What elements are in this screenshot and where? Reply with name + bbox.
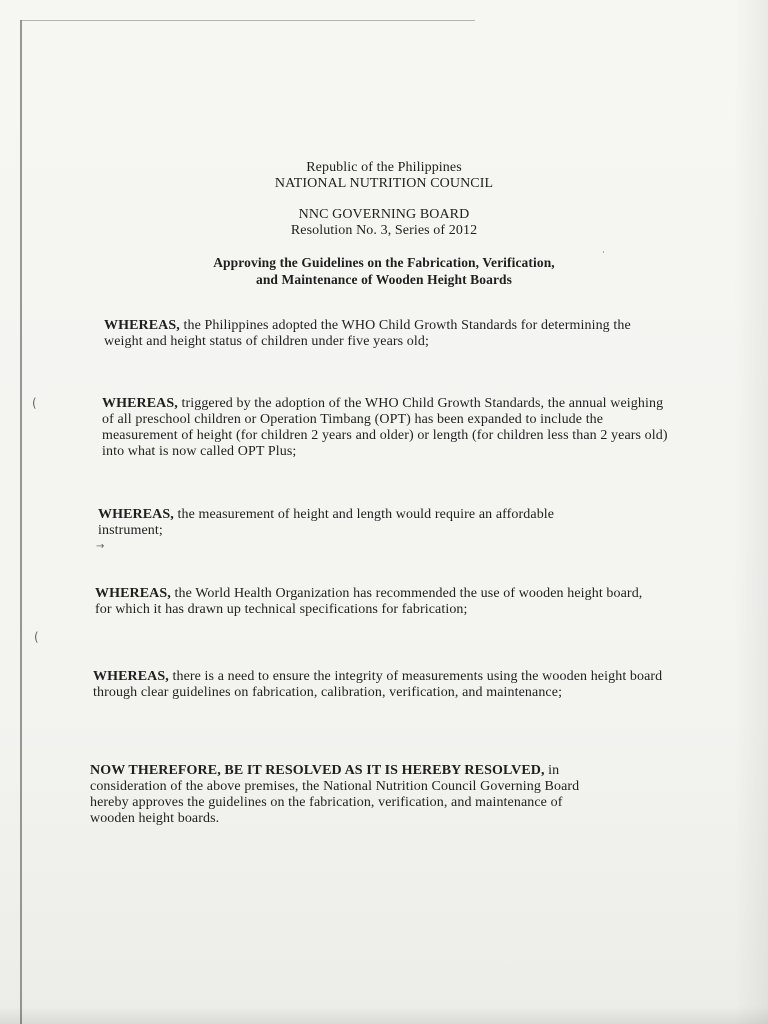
clause-3 — [98, 507, 608, 539]
clause-5-text: there is a need to ensure the integrity of measurements using the wooden height board through clear guidelines on fabrication, calibration, verification, and maintenance; — [93, 669, 663, 700]
resolution-clause-text: in consideration of the above premises, the National Nutrition Council Governing Board hereby approves the guidelines on the fabrication, verification, and maintenance of wooden height boards. — [90, 763, 580, 826]
clause-2 — [102, 396, 672, 460]
clause-2-text: triggered by the adoption of the WHO Child Growth Standards, the annual weighing of all preschool children or Operation Timbang (OPT) has been expanded to include the measurement of height (for children 2 years and older) or length (for children less than 2 years old) into what is now called OPT Plus; — [102, 396, 668, 459]
resolution-title-line-2: and Maintenance of Wooden Height Boards — [255, 272, 513, 287]
margin-mark-2: → — [96, 541, 105, 552]
clause-1 — [104, 318, 664, 350]
clause-4-lead: WHEREAS, — [95, 586, 171, 601]
bottom-scan-shadow — [0, 1006, 768, 1024]
clause-2-lead: WHEREAS, — [102, 396, 178, 411]
clause-1-text: the Philippines adopted the WHO Child Growth Standards for determining the weight and height status of children under five years old; — [104, 318, 631, 349]
clause-1-lead: WHEREAS, — [104, 318, 180, 333]
clause-5-lead: WHEREAS, — [93, 669, 169, 684]
board-heading: NNC GOVERNING BOARD — [298, 207, 470, 222]
clause-5 — [93, 669, 663, 701]
margin-mark-1: ( — [32, 396, 37, 410]
top-border-rule — [20, 20, 475, 21]
agency-heading: NATIONAL NUTRITION COUNCIL — [274, 176, 494, 191]
right-scan-shadow — [734, 0, 768, 1024]
scan-speck: · — [602, 248, 605, 258]
clause-4-text: the World Health Organization has recommended the use of wooden height board, for which it has drawn up technical specifications for fabrication; — [95, 586, 643, 617]
clause-4 — [95, 586, 660, 618]
resolution-heading: Resolution No. 3, Series of 2012 — [290, 223, 478, 238]
resolution-clause-lead: NOW THEREFORE, BE IT RESOLVED AS IT IS HEREBY RESOLVED, — [90, 763, 545, 778]
resolution-clause — [90, 763, 610, 827]
clause-3-lead: WHEREAS, — [98, 507, 174, 522]
country-heading: Republic of the Philippines — [306, 160, 462, 175]
resolution-title-line-1: Approving the Guidelines on the Fabrication, Verification, — [213, 255, 555, 270]
clause-3-text: the measurement of height and length would require an affordable instrument; — [98, 507, 555, 538]
margin-mark-3: ( — [34, 630, 39, 644]
